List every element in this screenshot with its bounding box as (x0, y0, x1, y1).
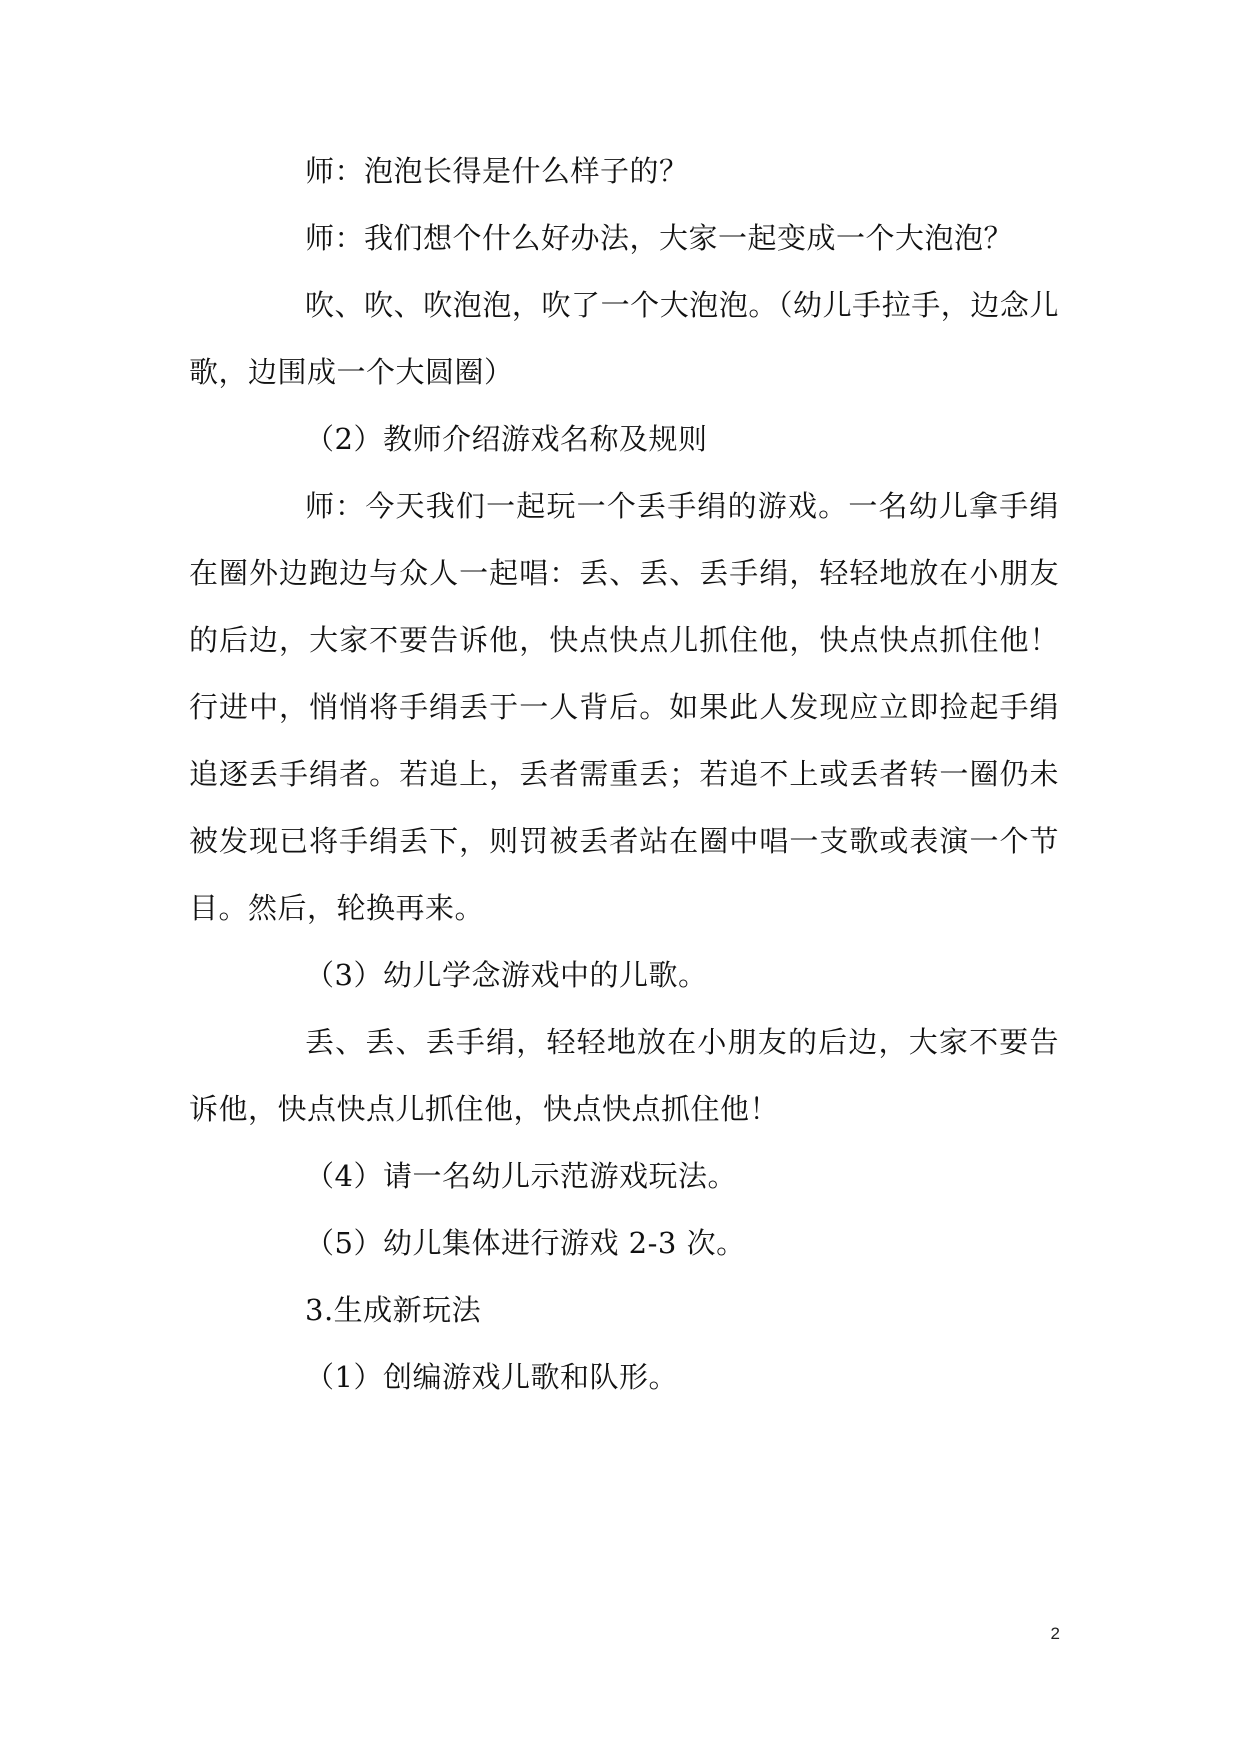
paragraph-bubble-rhyme: 吹、吹、吹泡泡，吹了一个大泡泡。（幼儿手拉手，边念儿歌，边围成一个大圆圈） (189, 288, 1059, 389)
paragraph-game-rules: 师：今天我们一起玩一个丢手绢的游戏。一名幼儿拿手绢在圈外边跑边与众人一起唱：丢、丢、丢手绢，轻轻地放在小朋友的后边，大家不要告诉他，快点快点儿抓住他，快点快点抓住他！行进中，悄悄将手绢丢于一人背后。如果此人发现应立即捡起手绢追逐丢手绢者。若追上，丢者需重丢；若追不上或丢者转一圈仍未被发现已将手绢丢下，则罚被丢者站在圈中唱一支歌或表演一个节目。然后，轮换再来。 (189, 489, 1059, 925)
paragraph-handkerchief-rhyme: 丢、丢、丢手绢，轻轻地放在小朋友的后边，大家不要告诉他，快点快点儿抓住他，快点快点抓住他！ (189, 1025, 1059, 1126)
paragraph-step-5: （5）幼儿集体进行游戏 2-3 次。 (305, 1226, 746, 1260)
paragraph-teacher-question-bubble-shape: 师：泡泡长得是什么样子的？ (305, 154, 689, 188)
paragraph-teacher-question-big-bubble: 师：我们想个什么好办法，大家一起变成一个大泡泡？ (305, 221, 1014, 255)
body-text (189, 138, 1059, 1411)
page-number: 2 (1050, 1624, 1060, 1643)
section-heading-new-play: 3.生成新玩法 (305, 1293, 482, 1327)
paragraph-step-3-heading: （3）幼儿学念游戏中的儿歌。 (305, 958, 708, 992)
paragraph-step-4: （4）请一名幼儿示范游戏玩法。 (305, 1159, 737, 1193)
paragraph-step-2-heading: （2）教师介绍游戏名称及规则 (305, 422, 708, 456)
paragraph-create-rhyme: （1）创编游戏儿歌和队形。 (305, 1360, 678, 1394)
